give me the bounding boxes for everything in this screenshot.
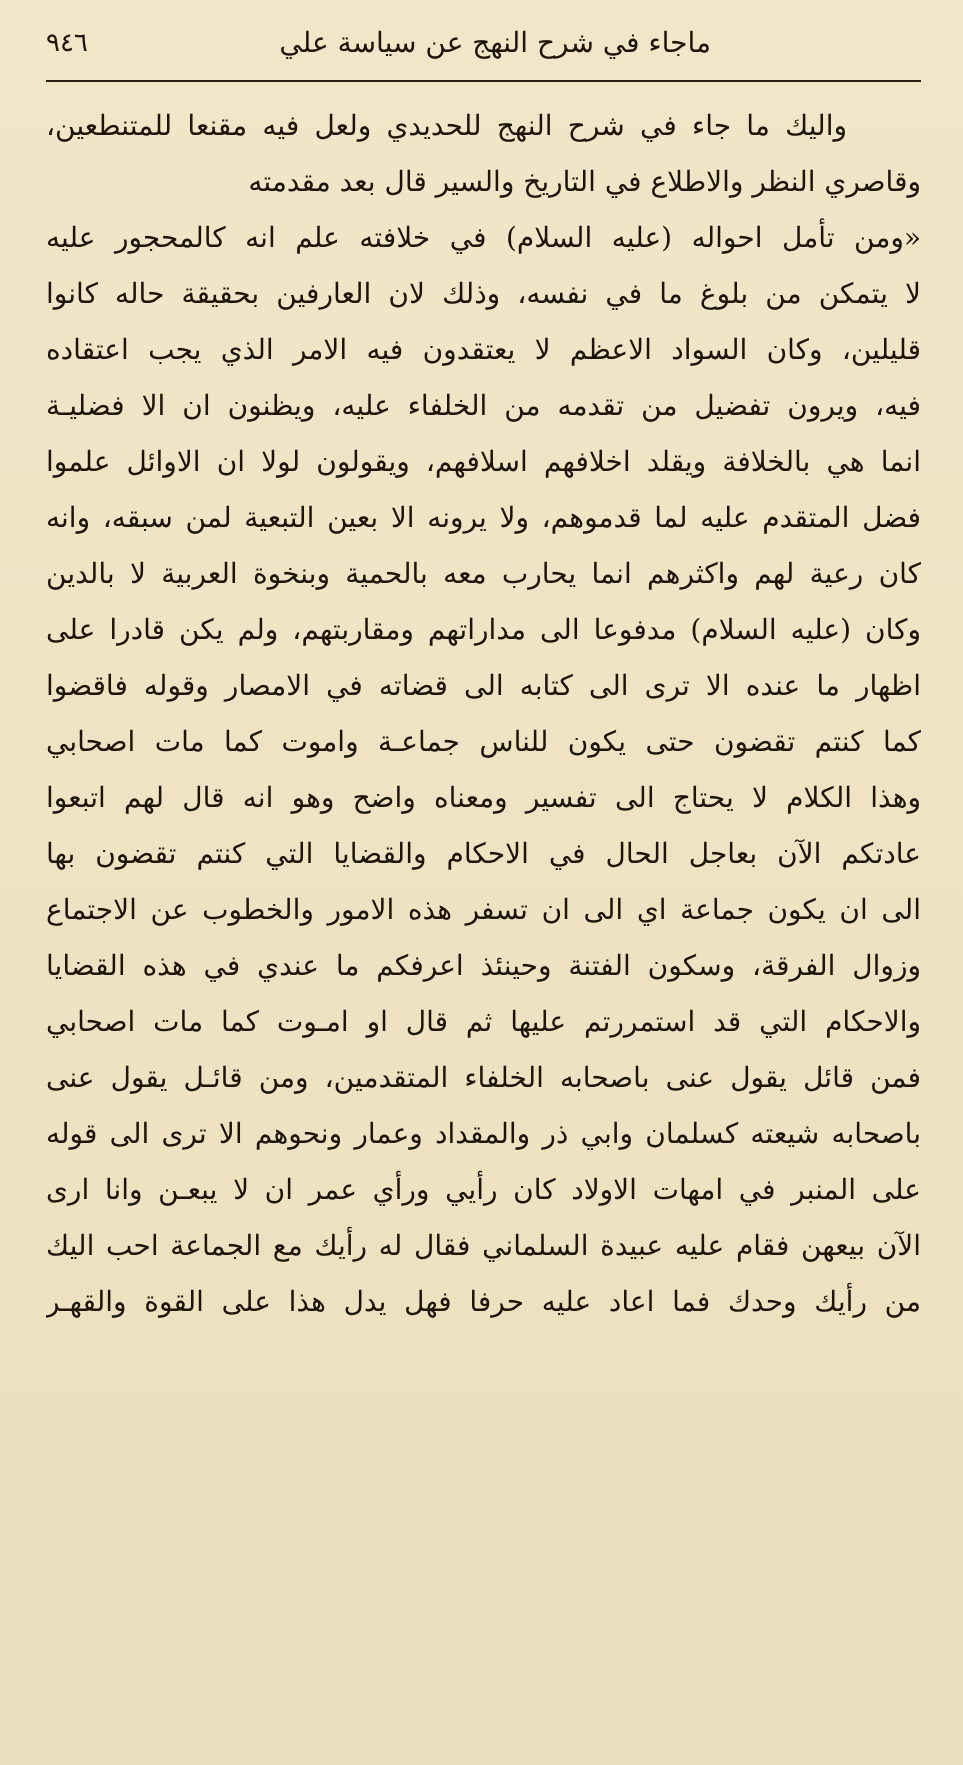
text-line: انما هي بالخلافة ويقلد اخلافهم اسلافهم، ويقولون لولا ان الاوائل علموا xyxy=(46,445,921,478)
running-title: ماجاء في شرح النهج عن سياسة علي xyxy=(279,26,711,59)
page-number: ٩٤٦ xyxy=(46,28,88,58)
text-line: فيه، ويرون تفضيل من تقدمه من الخلفاء عليه، ويظنون ان الا فضليـة xyxy=(46,389,921,422)
text-line: وزوال الفرقة، وسكون الفتنة وحينئذ اعرفكم ما عندي في هذه القضايا xyxy=(46,949,921,982)
text-line: قليلين، وكان السواد الاعظم لا يعتقدون فيه الامر الذي يجب اعتقاده xyxy=(46,333,921,366)
text-line: على المنبر في امهات الاولاد كان رأيي ورأي عمر ان لا يبعـن وانا ارى xyxy=(46,1173,921,1206)
text-line: واليك ما جاء في شرح النهج للحديدي ولعل فيه مقنعا للمتنطعين، xyxy=(46,109,847,142)
header-rule xyxy=(46,80,921,82)
text-line: من رأيك وحدك فما اعاد عليه حرفا فهل يدل هذا على القوة والقهـر xyxy=(46,1285,921,1318)
text-line: لا يتمكن من بلوغ ما في نفسه، وذلك لان العارفين بحقيقة حاله كانوا xyxy=(46,277,921,310)
text-line: الآن بيعهن فقام عليه عبيدة السلماني فقال له رأيك مع الجماعة احب اليك xyxy=(46,1229,921,1262)
text-line: «ومن تأمل احواله (عليه السلام) في خلافته علم انه كالمحجور عليه xyxy=(46,221,921,254)
text-line: وقاصري النظر والاطلاع في التاريخ والسير قال بعد مقدمته xyxy=(248,165,921,198)
text-line: فمن قائل يقول عنى باصحابه الخلفاء المتقدمين، ومن قائـل يقول عنى xyxy=(46,1061,921,1094)
text-line: عادتكم الآن بعاجل الحال في الاحكام والقضايا التي كنتم تقضون بها xyxy=(46,837,921,870)
body-text xyxy=(46,98,921,1330)
text-line: فضل المتقدم عليه لما قدموهم، ولا يرونه الا بعين التبعية لمن سبقه، وانه xyxy=(46,501,921,534)
text-line: الى ان يكون جماعة اي الى ان تسفر هذه الامور والخطوب عن الاجتماع xyxy=(46,893,921,926)
text-line: وكان (عليه السلام) مدفوعا الى مداراتهم ومقاربتهم، ولم يكن قادرا على xyxy=(46,613,921,646)
text-line: اظهار ما عنده الا ترى الى كتابه الى قضاته في الامصار وقوله فاقضوا xyxy=(46,669,921,702)
text-line: كما كنتم تقضون حتى يكون للناس جماعـة واموت كما مات اصحابي xyxy=(46,725,921,758)
page-header xyxy=(46,0,921,84)
text-line: باصحابه شيعته كسلمان وابي ذر والمقداد وعمار ونحوهم الا ترى الى قوله xyxy=(46,1117,921,1150)
text-line: وهذا الكلام لا يحتاج الى تفسير ومعناه واضح وهو انه قال لهم اتبعوا xyxy=(46,781,921,814)
text-line: والاحكام التي قد استمررتم عليها ثم قال او امـوت كما مات اصحابي xyxy=(46,1005,921,1038)
text-line: كان رعية لهم واكثرهم انما يحارب معه بالحمية وبنخوة العربية لا بالدين xyxy=(46,557,921,590)
